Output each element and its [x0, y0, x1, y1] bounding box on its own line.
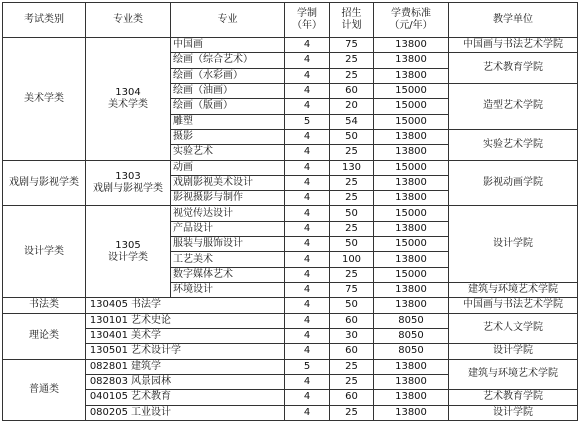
duration-cell: 4 [285, 344, 330, 359]
major-name: 艺术史论 [131, 314, 171, 326]
tuition-cell: 13800 [374, 53, 449, 68]
duration-cell: 4 [285, 53, 330, 68]
major-cell: 工艺美术 [171, 252, 285, 267]
duration-cell: 4 [285, 267, 330, 282]
major-name: 书法学 [131, 299, 161, 311]
duration-cell: 4 [285, 313, 330, 328]
major-cell: 数字媒体艺术 [171, 267, 285, 282]
major-cell: 影视摄影与制作 [171, 191, 285, 206]
duration-cell: 4 [285, 283, 330, 298]
duration-cell: 5 [285, 114, 330, 129]
enrollment-cell: 20 [330, 99, 374, 114]
tuition-cell: 13800 [374, 390, 449, 405]
header-exam-category: 考试类别 [3, 3, 86, 38]
duration-cell: 4 [285, 252, 330, 267]
unit-cell: 实验艺术学院 [449, 129, 578, 160]
duration-cell: 4 [285, 160, 330, 175]
enrollment-cell: 60 [330, 313, 374, 328]
major-cell: 绘画（水彩画） [171, 68, 285, 83]
enrollment-cell: 25 [330, 68, 374, 83]
tuition-cell: 15000 [374, 267, 449, 282]
major-cell: 中国画 [171, 38, 285, 53]
enrollment-cell: 25 [330, 175, 374, 190]
duration-cell: 4 [285, 328, 330, 343]
exam-category-cell: 书法类 [3, 298, 86, 313]
header-enrollment-line1: 招生 [341, 8, 362, 19]
duration-cell: 4 [285, 405, 330, 421]
tuition-cell: 15000 [374, 114, 449, 129]
code-major-cell [86, 405, 285, 421]
enrollment-cell: 30 [330, 328, 374, 343]
header-unit: 教学单位 [449, 3, 578, 38]
tuition-cell: 13800 [374, 129, 449, 144]
enrollment-cell: 100 [330, 252, 374, 267]
header-enrollment-line2: 计划 [341, 20, 362, 31]
code-major-cell [86, 298, 285, 313]
major-class-code: 1303 [115, 170, 141, 182]
code-major-cell [86, 313, 285, 328]
major-code: 130501 [89, 345, 128, 357]
tuition-cell: 8050 [374, 344, 449, 359]
major-name: 美术学 [131, 330, 161, 342]
header-row [3, 3, 578, 38]
major-cell: 动画 [171, 160, 285, 175]
unit-cell: 建筑与环境艺术学院 [449, 359, 578, 390]
unit-cell: 影视动画学院 [449, 160, 578, 206]
enrollment-cell: 60 [330, 83, 374, 98]
exam-category-cell: 美术学类 [3, 38, 86, 161]
exam-category-cell: 戏剧与影视学类 [3, 160, 86, 206]
enrollment-cell: 50 [330, 129, 374, 144]
enrollment-cell: 25 [330, 191, 374, 206]
tuition-cell: 13800 [374, 221, 449, 236]
major-class-name: 戏剧与影视学类 [93, 182, 163, 194]
unit-cell: 艺术教育学院 [449, 53, 578, 84]
enrollment-cell: 75 [330, 38, 374, 53]
duration-cell: 4 [285, 374, 330, 389]
enrollment-cell: 25 [330, 374, 374, 389]
major-class-cell [86, 160, 171, 206]
major-code: 040105 [89, 391, 128, 403]
tuition-cell: 13800 [374, 374, 449, 389]
major-cell: 戏剧影视美术设计 [171, 175, 285, 190]
major-cell: 服装与服饰设计 [171, 237, 285, 252]
duration-cell: 4 [285, 129, 330, 144]
major-cell: 绘画（油画） [171, 83, 285, 98]
duration-cell: 5 [285, 359, 330, 374]
table-row [3, 390, 578, 405]
major-name: 风景园林 [131, 376, 171, 388]
major-name: 建筑学 [131, 360, 161, 372]
major-code: 130101 [89, 314, 128, 326]
header-duration-line1: 学制 [297, 8, 317, 19]
exam-category-cell: 普通类 [3, 359, 86, 420]
code-major-cell [86, 344, 285, 359]
duration-cell: 4 [285, 83, 330, 98]
table-row [3, 359, 578, 374]
table-row [3, 405, 578, 421]
header-major: 专业 [171, 3, 285, 38]
enrollment-cell: 50 [330, 237, 374, 252]
header-duration-line2: （年） [292, 20, 322, 31]
major-cell: 绘画（综合艺术） [171, 53, 285, 68]
admissions-table [2, 2, 578, 421]
enrollment-cell: 130 [330, 160, 374, 175]
duration-cell: 4 [285, 221, 330, 236]
tuition-cell: 15000 [374, 206, 449, 221]
major-cell: 视觉传达设计 [171, 206, 285, 221]
enrollment-cell: 25 [330, 145, 374, 160]
major-cell: 产品设计 [171, 221, 285, 236]
major-code: 082801 [89, 360, 128, 372]
enrollment-cell: 25 [330, 221, 374, 236]
table-row [3, 298, 578, 313]
unit-cell: 设计学院 [449, 206, 578, 283]
tuition-cell: 13800 [374, 68, 449, 83]
enrollment-cell: 75 [330, 283, 374, 298]
major-code: 130401 [89, 330, 128, 342]
header-major-class: 专业类 [86, 3, 171, 38]
tuition-cell: 13800 [374, 175, 449, 190]
enrollment-cell: 25 [330, 405, 374, 421]
unit-cell: 造型艺术学院 [449, 83, 578, 129]
major-code: 080205 [89, 406, 128, 418]
major-cell: 环境设计 [171, 283, 285, 298]
major-class-code: 1304 [115, 86, 141, 98]
tuition-cell: 13800 [374, 191, 449, 206]
duration-cell: 4 [285, 191, 330, 206]
header-tuition [374, 3, 449, 38]
major-class-cell [86, 206, 171, 298]
header-tuition-line2: （元/年） [389, 20, 433, 31]
tuition-cell: 13800 [374, 298, 449, 313]
tuition-cell: 15000 [374, 99, 449, 114]
major-class-name: 设计学类 [108, 251, 148, 263]
exam-category-cell: 设计学类 [3, 206, 86, 298]
header-duration [285, 3, 330, 38]
enrollment-cell: 60 [330, 390, 374, 405]
duration-cell: 4 [285, 390, 330, 405]
duration-cell: 4 [285, 99, 330, 114]
major-name: 工业设计 [131, 406, 171, 418]
duration-cell: 4 [285, 206, 330, 221]
header-enrollment [330, 3, 374, 38]
header-tuition-line1: 学费标准 [391, 8, 431, 19]
table-row [3, 38, 578, 53]
table-row [3, 313, 578, 328]
enrollment-cell: 50 [330, 298, 374, 313]
enrollment-cell: 60 [330, 344, 374, 359]
tuition-cell: 15000 [374, 237, 449, 252]
enrollment-cell: 50 [330, 206, 374, 221]
unit-cell: 艺术人文学院 [449, 313, 578, 344]
major-class-name: 美术学类 [108, 98, 148, 110]
code-major-cell [86, 390, 285, 405]
enrollment-cell: 25 [330, 53, 374, 68]
unit-cell: 设计学院 [449, 405, 578, 421]
tuition-cell: 13800 [374, 283, 449, 298]
table-row [3, 344, 578, 359]
code-major-cell [86, 374, 285, 389]
tuition-cell: 15000 [374, 83, 449, 98]
major-name: 艺术设计学 [131, 345, 181, 357]
tuition-cell: 8050 [374, 328, 449, 343]
major-class-cell [86, 38, 171, 161]
duration-cell: 4 [285, 68, 330, 83]
enrollment-cell: 54 [330, 114, 374, 129]
duration-cell: 4 [285, 237, 330, 252]
major-code: 082803 [89, 376, 128, 388]
enrollment-cell: 25 [330, 267, 374, 282]
unit-cell: 中国画与书法艺术学院 [449, 298, 578, 313]
major-cell: 摄影 [171, 129, 285, 144]
code-major-cell [86, 328, 285, 343]
duration-cell: 4 [285, 175, 330, 190]
tuition-cell: 13800 [374, 145, 449, 160]
tuition-cell: 15000 [374, 160, 449, 175]
unit-cell: 设计学院 [449, 344, 578, 359]
exam-category-cell: 理论类 [3, 313, 86, 359]
duration-cell: 4 [285, 145, 330, 160]
unit-cell: 艺术教育学院 [449, 390, 578, 405]
major-cell: 绘画（版画） [171, 99, 285, 114]
enrollment-cell: 25 [330, 359, 374, 374]
duration-cell: 4 [285, 298, 330, 313]
unit-cell: 中国画与书法艺术学院 [449, 38, 578, 53]
major-name: 艺术教育 [131, 391, 171, 403]
tuition-cell: 13800 [374, 359, 449, 374]
tuition-cell: 13800 [374, 405, 449, 421]
table-row [3, 160, 578, 175]
major-cell: 雕塑 [171, 114, 285, 129]
table-row [3, 206, 578, 221]
code-major-cell [86, 359, 285, 374]
major-code: 130405 [89, 299, 128, 311]
major-cell: 实验艺术 [171, 145, 285, 160]
duration-cell: 4 [285, 38, 330, 53]
major-class-code: 1305 [115, 239, 141, 251]
tuition-cell: 13800 [374, 252, 449, 267]
tuition-cell: 13800 [374, 38, 449, 53]
unit-cell: 建筑与环境艺术学院 [449, 283, 578, 298]
tuition-cell: 8050 [374, 313, 449, 328]
